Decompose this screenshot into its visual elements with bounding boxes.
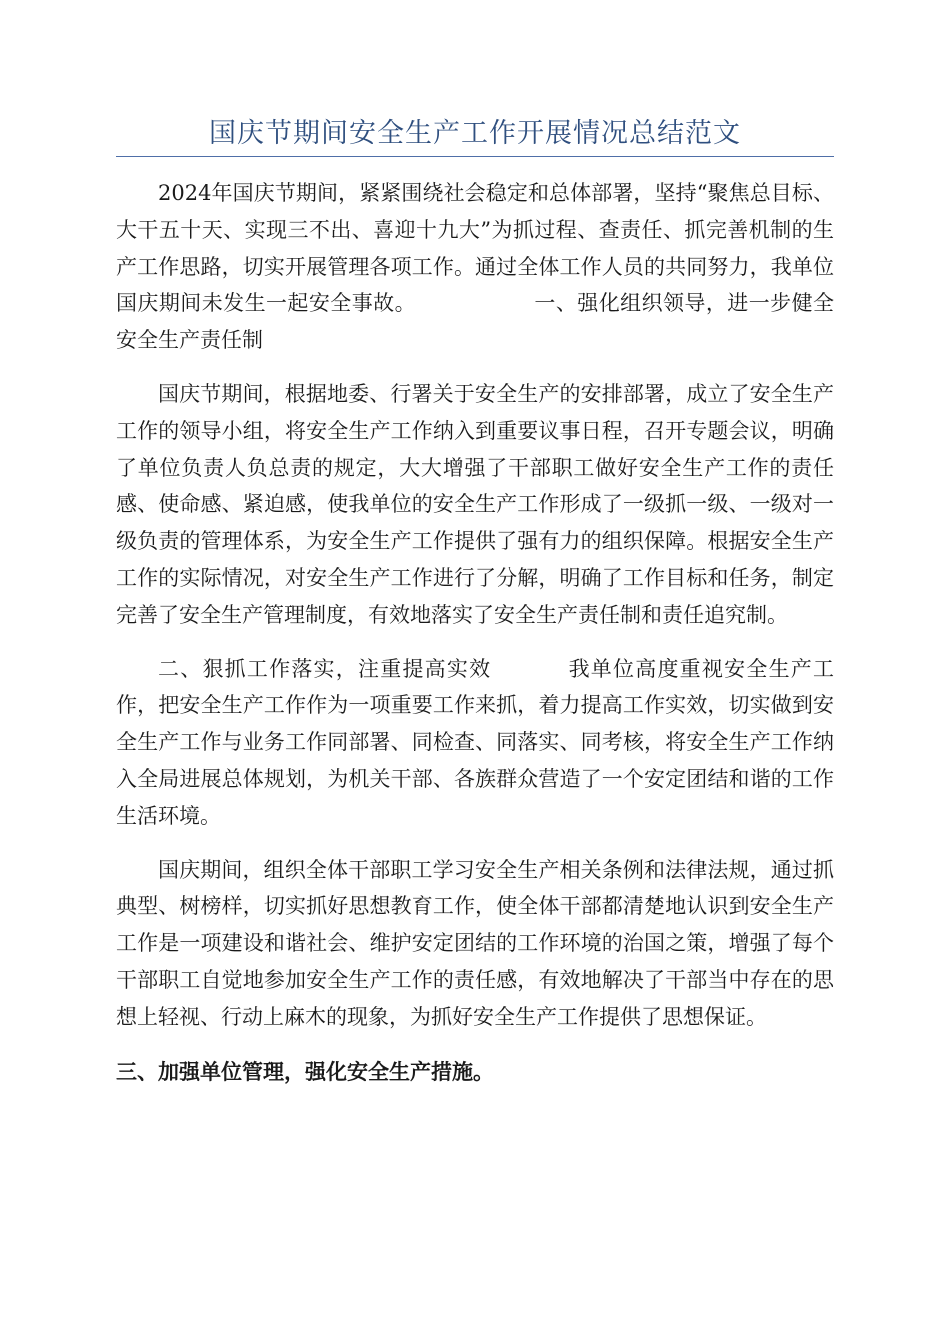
title-block — [116, 112, 834, 157]
paragraph-intro-text: 2024年国庆节期间，紧紧围绕社会稳定和总体部署，坚持“聚焦总目标、大干五十天、实现三不出、喜迎十九大”为抓过程、查责任、抓完善机制的生产工作思路，切实开展管理各项工作。通过全体工作人员的共同努力，我单位国庆期间未发生一起安全事故。 — [116, 181, 834, 316]
paragraph-intro — [116, 175, 834, 359]
section-heading-1: 一、强化组织领导，进一步健全安全生产责任制 — [116, 291, 834, 353]
section-heading-3: 三、加强单位管理，强化安全生产措施。 — [116, 1058, 494, 1084]
document-body — [116, 175, 834, 1090]
document-title: 国庆节期间安全生产工作开展情况总结范文 — [209, 118, 741, 149]
paragraph-education: 国庆期间，组织全体干部职工学习安全生产相关条例和法律法规，通过抓典型、树榜样，切实抓好思想教育工作，使全体干部都清楚地认识到安全生产工作是一项建设和谐社会、维护安定团结的工作环境的治国之策，增强了每个干部职工自觉地参加安全生产工作的责任感，有效地解决了干部当中存在的思想上轻视、行动上麻木的现象，为抓好安全生产工作提供了思想保证。 — [116, 857, 834, 1029]
section-heading-2: 二、狠抓工作落实，注重提高实效 — [158, 656, 492, 681]
paragraph-organization: 国庆节期间，根据地委、行署关于安全生产的安排部署，成立了安全生产工作的领导小组，将安全生产工作纳入到重要议事日程，召开专题会议，明确了单位负责人负总责的规定，大大增强了干部职工做好安全生产工作的责任感、使命感、紧迫感，使我单位的安全生产工作形成了一级抓一级、一级对一级负责的管理体系，为安全生产工作提供了强有力的组织保障。根据安全生产工作的实际情况，对安全生产工作进行了分解，明确了工作目标和任务，制定完善了安全生产管理制度，有效地落实了安全生产责任制和责任追究制。 — [116, 381, 834, 627]
paragraph-implementation — [116, 651, 834, 835]
paragraph-implementation-text: 我单位高度重视安全生产工作，把安全生产工作作为一项重要工作来抓，着力提高工作实效，切实做到安全生产工作与业务工作同部署、同检查、同落实、同考核，将安全生产工作纳入全局进展总体规划，为机关干部、各族群众营造了一个安定团结和谐的工作生活环境。 — [116, 656, 835, 828]
